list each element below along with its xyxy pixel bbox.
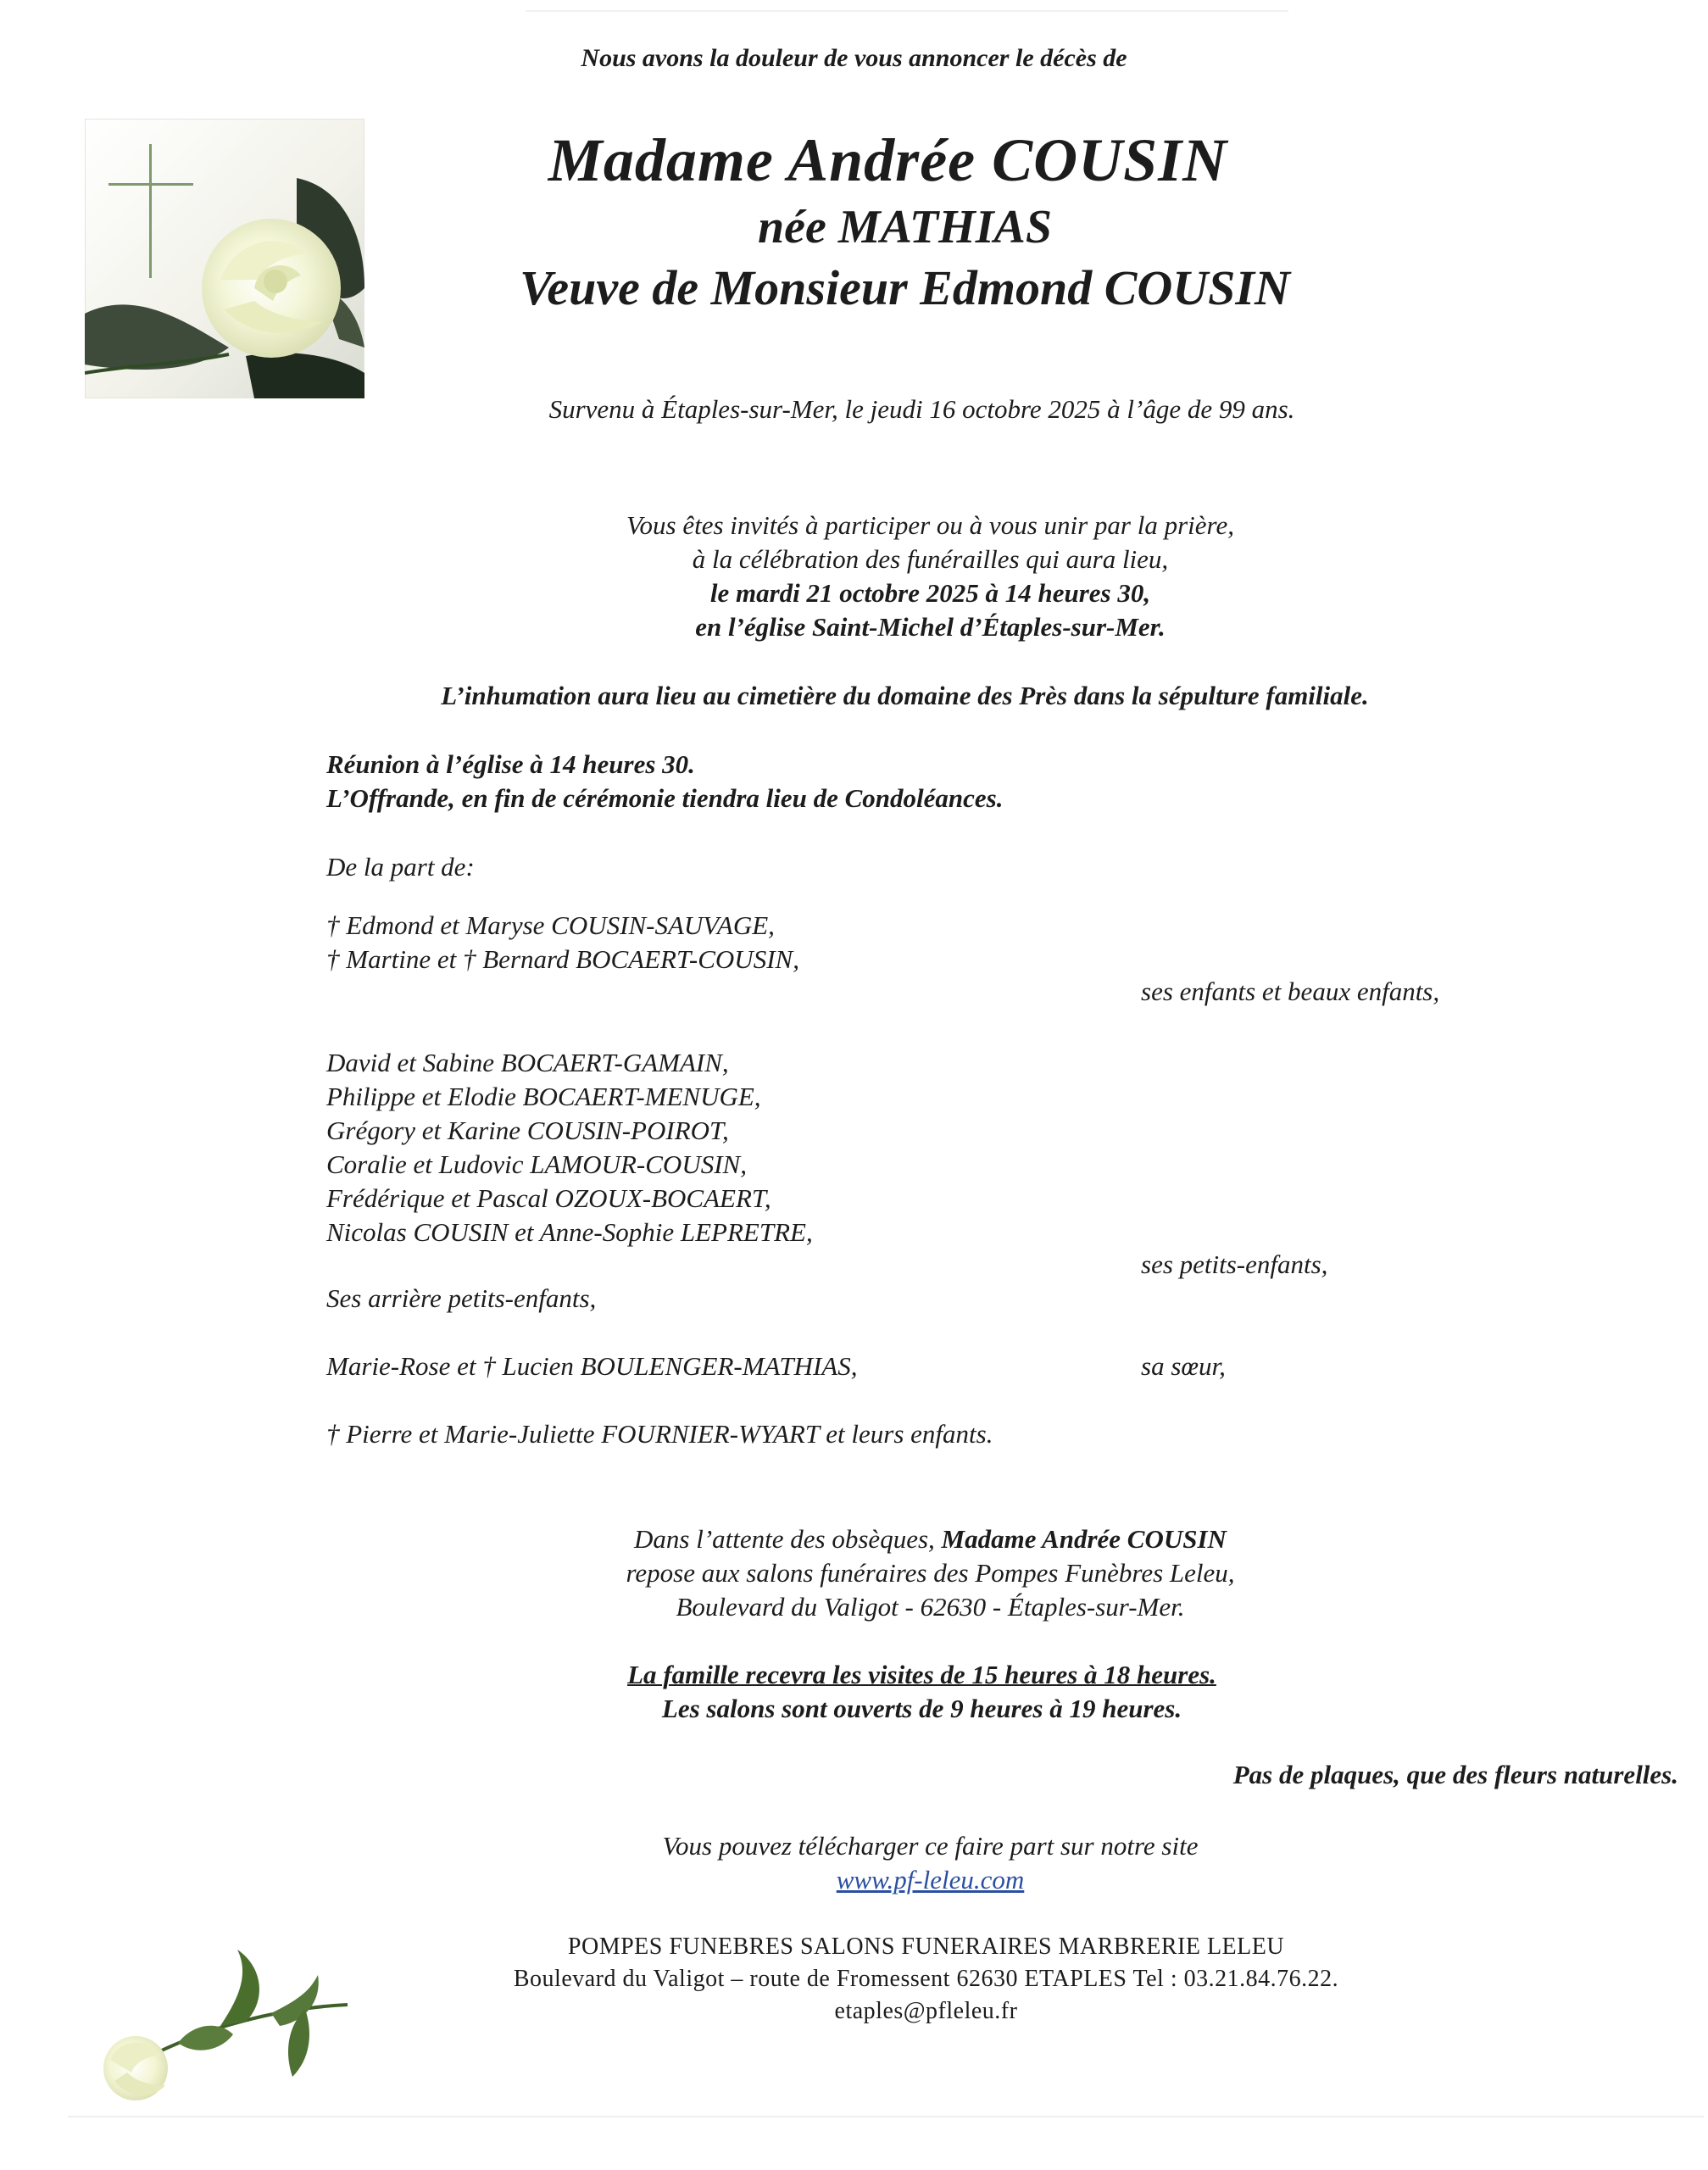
great-grandchildren: Ses arrière petits-enfants, (326, 1283, 597, 1313)
repose-line: repose aux salons funéraires des Pompes Funèbres Leleu, (626, 1558, 1235, 1588)
list-item: † Edmond et Maryse COUSIN-SAUVAGE, (326, 910, 775, 940)
visits-block (68, 1658, 1708, 1726)
deceased-name: Madame Andrée COUSIN (548, 126, 1228, 194)
offering-line: L’Offrande, en fin de cérémonie tiendra lieu de Condoléances. (326, 783, 1004, 813)
download-block (76, 1829, 1708, 1897)
repose-name: Madame Andrée COUSIN (941, 1524, 1227, 1554)
list-item: Coralie et Ludovic LAMOUR-COUSIN, (326, 1149, 747, 1179)
salon-hours: Les salons sont ouverts de 9 heures à 19 heures. (661, 1694, 1182, 1723)
grandchildren-relation: ses petits-enfants, (1141, 1249, 1328, 1279)
website-link[interactable]: www.pf-leleu.com (836, 1865, 1025, 1895)
children-relation: ses enfants et beaux enfants, (1141, 976, 1440, 1006)
company-address: Boulevard du Valigot – route de Fromessent 62630 ETAPLES Tel : 03.21.84.76.22. (513, 1966, 1339, 1992)
repose-block (76, 1522, 1708, 1624)
repose-prefix: Dans l’attente des obsèques, (634, 1524, 942, 1554)
list-item: Grégory et Karine COUSIN-POIROT, (326, 1116, 729, 1145)
list-item: † Martine et † Bernard BOCAERT-COUSIN, (326, 944, 799, 974)
from-label: De la part de: (326, 852, 475, 882)
funeral-place: en l’église Saint-Michel d’Étaples-sur-Mer. (695, 612, 1166, 642)
funeral-date: le mardi 21 octobre 2025 à 14 heures 30, (709, 578, 1151, 608)
grandchildren-list (326, 1046, 813, 1249)
burial-notice: L’inhumation aura lieu au cimetière du domaine des Près dans la sépulture familiale. (441, 681, 1369, 710)
download-text: Vous pouvez télécharger ce faire part sur notre site (662, 1831, 1199, 1861)
rose-branch-icon (93, 1941, 364, 2111)
sister-line: Marie-Rose et † Lucien BOULENGER-MATHIAS, (326, 1351, 858, 1381)
bottom-rule (68, 2116, 1704, 2117)
widow-of: Veuve de Monsieur Edmond COUSIN (520, 260, 1290, 315)
meeting-line: Réunion à l’église à 14 heures 30. (326, 749, 695, 779)
meeting-block (326, 748, 1003, 815)
sister-relation: sa sœur, (1141, 1351, 1226, 1381)
list-item: Nicolas COUSIN et Anne-Sophie LEPRETRE, (326, 1217, 813, 1247)
list-item: Frédérique et Pascal OZOUX-BOCAERT, (326, 1183, 771, 1213)
repose-address: Boulevard du Valigot - 62630 - Étaples-sur-Mer. (676, 1592, 1185, 1622)
visits-hours: La famille recevra les visites de 15 heures à 18 heures. (627, 1660, 1216, 1689)
invitation-line: Vous êtes invités à participer ou à vous unir par la prière, (626, 510, 1234, 540)
children-list (326, 909, 799, 976)
repose-line (76, 1522, 1708, 1556)
death-line: Survenu à Étaples-sur-Mer, le jeudi 16 octobre 2025 à l’âge de 99 ans. (548, 394, 1295, 424)
list-item: Philippe et Elodie BOCAERT-MENUGE, (326, 1082, 761, 1111)
top-rule (526, 10, 1288, 12)
list-item: David et Sabine BOCAERT-GAMAIN, (326, 1048, 729, 1077)
other-family-line: † Pierre et Marie-Juliette FOURNIER-WYART et leurs enfants. (326, 1419, 993, 1449)
company-name: POMPES FUNEBRES SALONS FUNERAIRES MARBRERIE LELEU (567, 1934, 1285, 1960)
company-email[interactable]: etaples@pfleleu.fr (834, 1998, 1018, 2024)
rose-branch (93, 1941, 364, 2111)
invitation-block (76, 509, 1708, 644)
intro-text: Nous avons la douleur de vous annoncer le décès de (581, 44, 1127, 72)
maiden-name: née MATHIAS (758, 201, 1052, 253)
flowers-notice: Pas de plaques, que des fleurs naturelles. (1232, 1760, 1678, 1789)
invitation-line: à la célébration des funérailles qui aura lieu, (692, 544, 1169, 574)
